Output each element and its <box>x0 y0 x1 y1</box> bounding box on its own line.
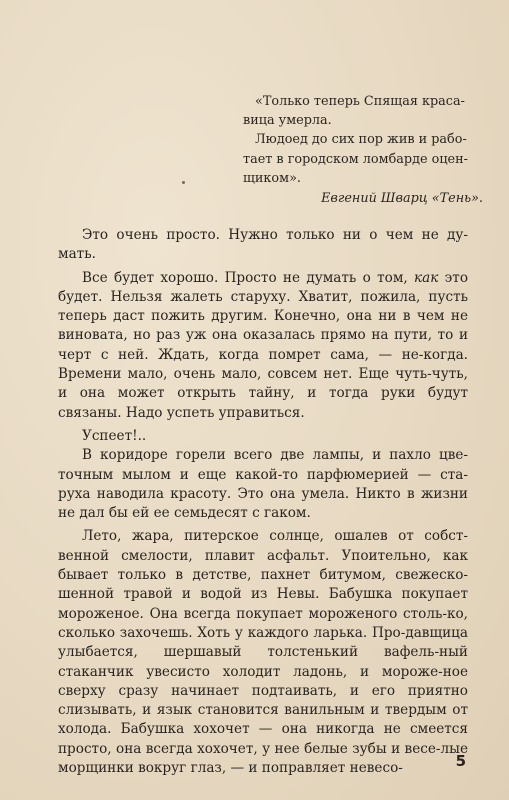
epigraph-line-2: Людоед до сих пор жив и рабо-тает в городском ломбарде оцен-щиком». <box>243 132 468 186</box>
paragraph-1: Это очень просто. Нужно только ни о чем не ду-мать. <box>58 227 468 263</box>
paragraph-3: Успеет!.. <box>82 427 147 444</box>
paragraph-4: В коридоре горели всего две лампы, и пахло цве-точным мылом и еще какой-то парфюмерией — ста-руха наводила красоту. Это она умела. Никто в жизни не дал бы ей ее семьдесят с гаком. <box>58 447 468 522</box>
epigraph-author: Евгений Шварц <box>321 191 432 207</box>
paragraph-2 <box>58 269 468 423</box>
epigraph <box>243 92 483 208</box>
main-text <box>58 226 468 778</box>
paragraph-2-rest: это будет. Нельзя жалеть старуху. Хватит, пожила, пусть теперь даст пожить другим. Конечно, она ни в чем не виновата, но раз уж она оказалась прямо на пути, то и черт с ней. Ждать, когда помрет сама, — не-когда. Времени мало, очень мало, совсем нет. Еще чуть-чуть, и она может открыть тайну, и тогда руки будут связаны. Надо успеть управиться. <box>58 269 469 421</box>
epigraph-work: «Тень». <box>431 191 483 207</box>
epigraph-line-1: «Только теперь Спящая краса-вица умерла. <box>243 94 465 129</box>
paragraph-2-emphasis: как <box>414 269 439 286</box>
paragraph-2-start: Все будет хорошо. Просто не думать о том, <box>82 269 415 286</box>
epigraph-attribution <box>243 189 483 208</box>
page-number: 5 <box>455 752 466 770</box>
print-speck <box>182 181 185 184</box>
paragraph-5: Лето, жара, питерское солнце, ошалев от собст-венной смелости, плавит асфальт. Упоительно, как бывает только в детстве, пахнет битумом, свежеско-шенной травой и водой из Невы. Бабушка покупает мороженое. Она всегда покупает мороженого столь-ко, сколько захочешь. Хоть у каждого ларька. Про-давщица улыбается, шершавый толстенький вафель-ный стаканчик увесисто холодит ладонь, и мороже-ное сверху сразу начинает подтаивать, и его приятно слизывать, и язык становится ванильным и твердым от холода. Бабушка хохочет — она никогда не смеется просто, она всегда хохочет, у нее белые зубы и весе-лые морщинки вокруг глаз, — и поправляет невесо- <box>58 528 468 777</box>
